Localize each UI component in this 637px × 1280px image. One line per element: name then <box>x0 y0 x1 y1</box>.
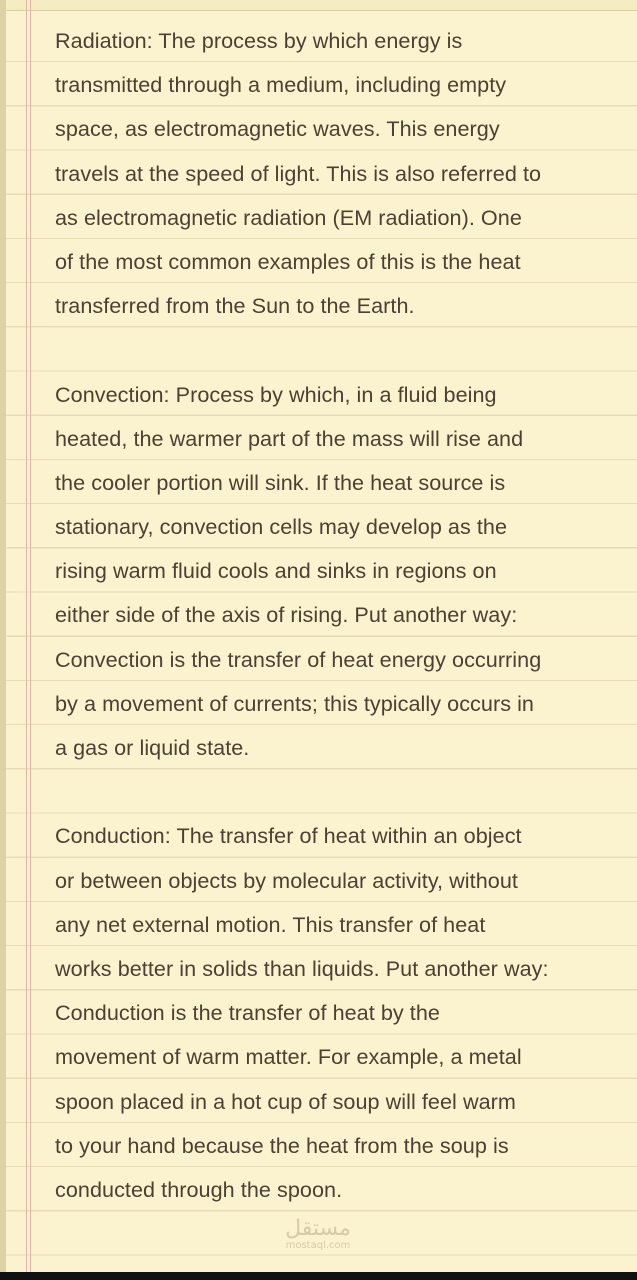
text-line: of the most common examples of this is the heat <box>55 248 521 274</box>
text-line: rising warm fluid cools and sinks in regions on <box>55 558 497 584</box>
text-line: Radiation: The process by which energy is <box>55 28 463 53</box>
watermark-logo: مستقل <box>285 1216 351 1241</box>
watermark-url: mostaql.com <box>285 1240 351 1251</box>
text-line: Convection is the transfer of heat energy occurring <box>55 646 542 672</box>
page-left-strip <box>0 0 6 1272</box>
note-content[interactable] <box>55 19 620 1256</box>
text-line: either side of the axis of rising. Put another way: <box>55 602 518 628</box>
text-line: movement of warm matter. For example, a metal <box>55 1044 522 1070</box>
text-line: heated, the warmer part of the mass will rise and <box>55 425 524 451</box>
margin-line-right <box>30 0 31 1272</box>
page-top-edge <box>0 0 637 11</box>
text-line: spoon placed in a hot cup of soup will feel warm <box>55 1088 516 1114</box>
bottom-bar <box>0 1272 637 1280</box>
text-line: a gas or liquid state. <box>55 735 250 760</box>
paragraph-radiation <box>55 19 620 328</box>
text-line: to your hand because the heat from the soup is <box>55 1132 509 1158</box>
text-line: by a movement of currents; this typically occurs in <box>55 690 534 716</box>
text-line: Conduction is the transfer of heat by the <box>55 1000 440 1026</box>
margin-line-left <box>26 0 27 1272</box>
text-line: travels at the speed of light. This is also referred to <box>55 160 542 186</box>
text-line: stationary, convection cells may develop as the <box>55 514 508 540</box>
text-line: Conduction: The transfer of heat within an object <box>55 823 522 849</box>
text-line: conducted through the spoon. <box>55 1176 343 1202</box>
text-line: Convection: Process by which, in a fluid being <box>55 381 497 407</box>
text-line: space, as electromagnetic waves. This energy <box>55 116 500 142</box>
text-line: any net external motion. This transfer of heat <box>55 911 486 937</box>
text-line: or between objects by molecular activity, without <box>55 867 518 893</box>
paragraph-conduction <box>55 814 620 1212</box>
text-line: works better in solids than liquids. Put another way: <box>55 955 549 981</box>
text-line: transmitted through a medium, including empty <box>55 72 507 98</box>
text-line: the cooler portion will sink. If the heat source is <box>55 469 506 495</box>
text-line: as electromagnetic radiation (EM radiation). One <box>55 204 522 230</box>
text-line: transferred from the Sun to the Earth. <box>55 293 415 319</box>
paragraph-convection <box>55 373 620 771</box>
watermark <box>250 1218 386 1252</box>
